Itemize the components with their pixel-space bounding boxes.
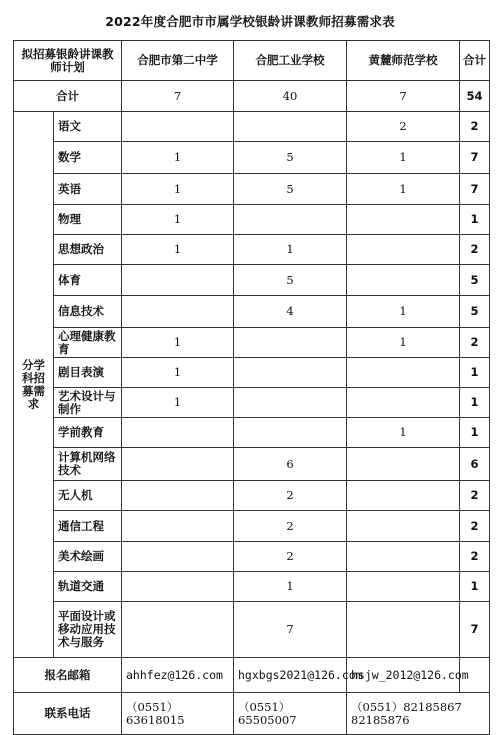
subject-count xyxy=(234,205,347,235)
subject-count xyxy=(347,265,460,296)
subject-name: 无人机 xyxy=(54,481,122,511)
email-address: hsjw_2012@126.com xyxy=(347,658,460,693)
subject-count xyxy=(234,418,347,448)
subject-total: 7 xyxy=(460,174,490,205)
subject-count: 2 xyxy=(234,481,347,511)
summary-row xyxy=(14,81,490,112)
subject-count xyxy=(347,572,460,602)
subject-total: 2 xyxy=(460,511,490,542)
subject-row xyxy=(14,142,490,174)
subject-total: 2 xyxy=(460,542,490,572)
subject-name: 思想政治 xyxy=(54,235,122,265)
subject-row xyxy=(14,328,490,358)
phone-row xyxy=(14,693,490,735)
summary-total: 54 xyxy=(460,81,490,112)
email-address: hgxbgs2021@126.com xyxy=(234,658,347,693)
subject-count: 1 xyxy=(347,296,460,328)
subject-name: 美术绘画 xyxy=(54,542,122,572)
subject-row xyxy=(14,205,490,235)
subject-total: 1 xyxy=(460,572,490,602)
subject-count: 1 xyxy=(347,418,460,448)
subject-count: 1 xyxy=(122,235,234,265)
subject-count xyxy=(122,448,234,481)
subject-count: 2 xyxy=(234,511,347,542)
subject-total: 5 xyxy=(460,265,490,296)
subject-count: 6 xyxy=(234,448,347,481)
subject-count: 1 xyxy=(234,572,347,602)
school-header: 合肥市第二中学 xyxy=(122,41,234,81)
subject-total: 5 xyxy=(460,296,490,328)
subject-count xyxy=(347,235,460,265)
subject-total: 2 xyxy=(460,328,490,358)
subject-name: 语文 xyxy=(54,112,122,142)
phone-number: （0551）65505007 xyxy=(234,693,347,735)
subject-count xyxy=(347,481,460,511)
subject-row xyxy=(14,511,490,542)
email-label: 报名邮箱 xyxy=(14,658,122,693)
subject-row xyxy=(14,235,490,265)
subject-count: 1 xyxy=(122,174,234,205)
subject-count: 1 xyxy=(347,142,460,174)
subject-row xyxy=(14,388,490,418)
subject-count xyxy=(347,205,460,235)
subject-count xyxy=(234,112,347,142)
subject-count xyxy=(234,388,347,418)
subject-total: 7 xyxy=(460,142,490,174)
subject-count: 1 xyxy=(122,388,234,418)
summary-value: 7 xyxy=(347,81,460,112)
subject-count xyxy=(122,112,234,142)
subject-row xyxy=(14,174,490,205)
subject-total: 1 xyxy=(460,388,490,418)
subject-row xyxy=(14,112,490,142)
summary-label: 合计 xyxy=(14,81,122,112)
subject-count: 1 xyxy=(122,142,234,174)
subject-count: 2 xyxy=(347,112,460,142)
subject-count: 1 xyxy=(347,328,460,358)
subject-name: 信息技术 xyxy=(54,296,122,328)
subject-count xyxy=(347,358,460,388)
subject-count xyxy=(122,572,234,602)
subject-total: 2 xyxy=(460,481,490,511)
subject-name: 学前教育 xyxy=(54,418,122,448)
phone-label: 联系电话 xyxy=(14,693,122,735)
subject-row xyxy=(14,481,490,511)
subject-name: 物理 xyxy=(54,205,122,235)
subject-count xyxy=(122,418,234,448)
subject-count xyxy=(347,511,460,542)
subject-count: 5 xyxy=(234,265,347,296)
subject-total: 2 xyxy=(460,235,490,265)
subject-name: 计算机网络技术 xyxy=(54,448,122,481)
phone-number: （0551）82185867 82185876 xyxy=(347,693,490,735)
subject-row xyxy=(14,542,490,572)
subject-count xyxy=(347,448,460,481)
subject-count: 7 xyxy=(234,602,347,658)
subject-group-label: 分学科招募需求 xyxy=(14,112,54,658)
subject-name: 心理健康教育 xyxy=(54,328,122,358)
subject-count: 2 xyxy=(234,542,347,572)
header-row xyxy=(14,41,490,81)
subject-name: 体育 xyxy=(54,265,122,296)
subject-total: 2 xyxy=(460,112,490,142)
subject-count xyxy=(122,602,234,658)
subject-count xyxy=(347,388,460,418)
subject-name: 英语 xyxy=(54,174,122,205)
subject-row xyxy=(14,418,490,448)
subject-name: 艺术设计与制作 xyxy=(54,388,122,418)
subject-name: 平面设计或移动应用技术与服务 xyxy=(54,602,122,658)
subject-count: 1 xyxy=(234,235,347,265)
subject-row xyxy=(14,265,490,296)
subject-count xyxy=(122,511,234,542)
subject-count xyxy=(122,296,234,328)
total-header: 合计 xyxy=(460,41,490,81)
subject-name: 通信工程 xyxy=(54,511,122,542)
email-row xyxy=(14,658,490,693)
subject-count xyxy=(234,358,347,388)
recruitment-table xyxy=(13,40,490,735)
subject-count xyxy=(122,481,234,511)
subject-count xyxy=(234,328,347,358)
email-address: ahhfez@126.com xyxy=(122,658,234,693)
summary-value: 40 xyxy=(234,81,347,112)
school-header: 黄麓师范学校 xyxy=(347,41,460,81)
subject-total: 1 xyxy=(460,205,490,235)
subject-name: 轨道交通 xyxy=(54,572,122,602)
subject-count: 1 xyxy=(122,205,234,235)
subject-row xyxy=(14,572,490,602)
subject-total: 1 xyxy=(460,418,490,448)
subject-count xyxy=(122,265,234,296)
subject-count xyxy=(347,542,460,572)
phone-number: （0551）63618015 xyxy=(122,693,234,735)
subject-row xyxy=(14,448,490,481)
subject-count xyxy=(347,602,460,658)
subject-count: 1 xyxy=(122,328,234,358)
plan-label: 拟招募银龄讲课教师计划 xyxy=(14,41,122,81)
page-title: 2022年度合肥市市属学校银龄讲课教师招募需求表 xyxy=(105,14,395,29)
subject-count: 1 xyxy=(347,174,460,205)
subject-count: 4 xyxy=(234,296,347,328)
subject-row xyxy=(14,296,490,328)
school-header: 合肥工业学校 xyxy=(234,41,347,81)
subject-total: 1 xyxy=(460,358,490,388)
subject-count: 1 xyxy=(122,358,234,388)
subject-count: 5 xyxy=(234,174,347,205)
subject-name: 数学 xyxy=(54,142,122,174)
subject-row xyxy=(14,358,490,388)
subject-name: 剧目表演 xyxy=(54,358,122,388)
subject-total: 7 xyxy=(460,602,490,658)
subject-row xyxy=(14,602,490,658)
subject-total: 6 xyxy=(460,448,490,481)
subject-count xyxy=(122,542,234,572)
summary-value: 7 xyxy=(122,81,234,112)
subject-count: 5 xyxy=(234,142,347,174)
